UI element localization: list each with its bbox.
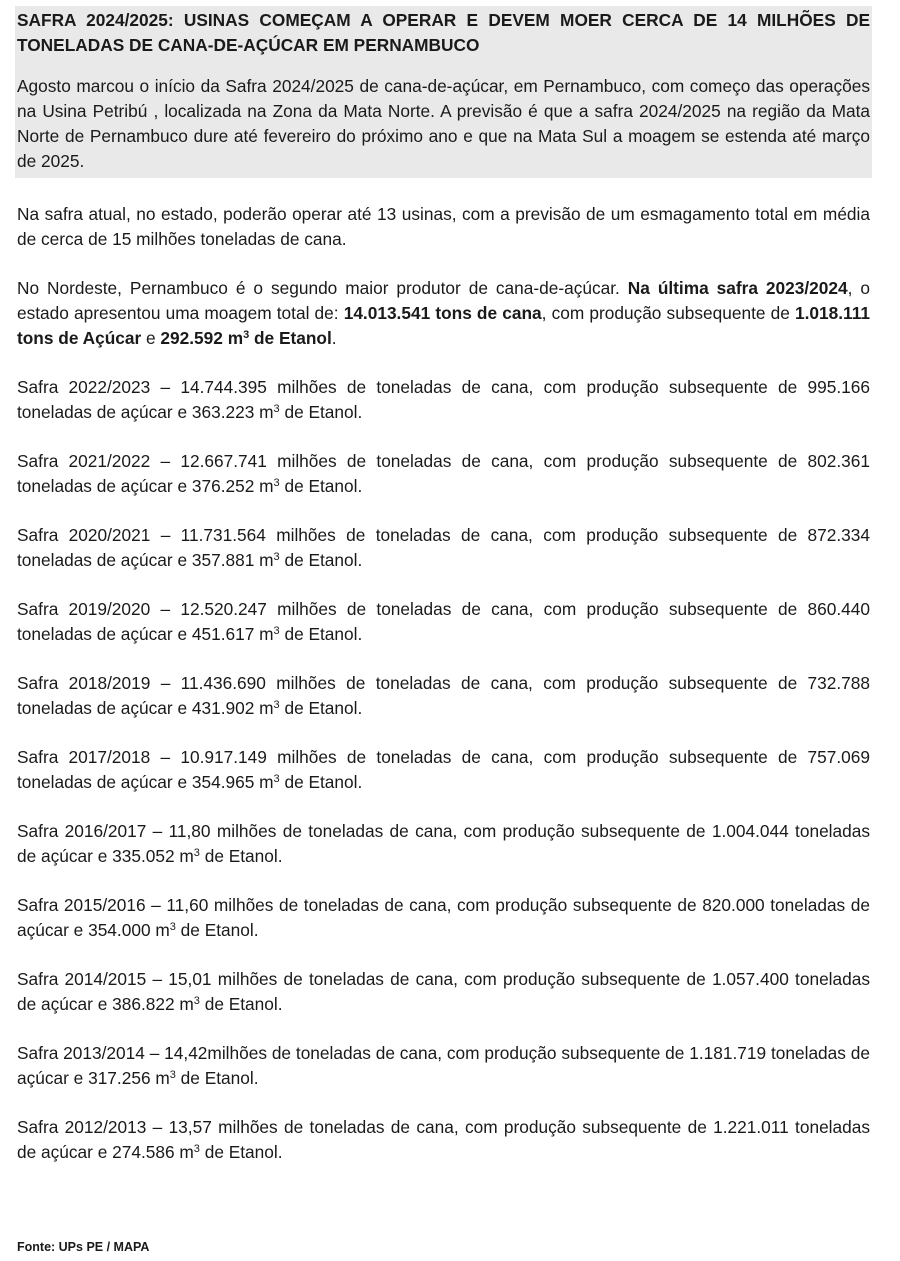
harvest-entry-tail: de Etanol. [279, 624, 363, 644]
harvest-entry-tail: de Etanol. [279, 698, 363, 718]
cubic-superscript: 3 [193, 1143, 200, 1155]
ethanol-value-number: 292.592 m [160, 328, 244, 348]
source-note: Fonte: UPs PE / MAPA [17, 1240, 150, 1254]
paragraph-mid-text-2: , com produção subsequente de [541, 303, 796, 323]
cubic-superscript: 3 [243, 329, 250, 341]
harvest-entry-text: Safra 2013/2014 – 14,42milhões de toneladas de cana, com produção subsequente de 1.181.719 toneladas de açúcar e 317.256 m [17, 1043, 870, 1088]
harvest-entry [17, 375, 870, 425]
harvest-entry-text: Safra 2020/2021 – 11.731.564 milhões de toneladas de cana, com produção subsequente de 872.334 toneladas de açúcar e 357.881 m [17, 525, 870, 570]
cubic-superscript: 3 [193, 995, 200, 1007]
paragraph-lead-text: No Nordeste, Pernambuco é o segundo maior produtor de cana-de-açúcar. [17, 278, 628, 298]
harvest-entry [17, 671, 870, 721]
harvest-entry-text: Safra 2012/2013 – 13,57 milhões de toneladas de cana, com produção subsequente de 1.221.011 toneladas de açúcar e 274.586 m [17, 1117, 870, 1162]
harvest-entry-text: Safra 2021/2022 – 12.667.741 milhões de toneladas de cana, com produção subsequente de 802.361 toneladas de açúcar e 376.252 m [17, 451, 870, 496]
harvest-entry [17, 597, 870, 647]
cubic-superscript: 3 [169, 1069, 176, 1081]
cubic-superscript: 3 [273, 477, 280, 489]
document-page [17, 6, 870, 1165]
harvest-entry-tail: de Etanol. [199, 1142, 283, 1162]
harvest-entry [17, 745, 870, 795]
paragraph-last-harvest [17, 276, 870, 351]
harvest-entry-text: Safra 2015/2016 – 11,60 milhões de toneladas de cana, com produção subsequente de 820.000 toneladas de açúcar e 354.000 m [17, 895, 870, 940]
cubic-superscript: 3 [273, 551, 280, 563]
sugar-total-value: 1.018.111 tons de Açúcar [17, 303, 870, 348]
harvest-entry-tail: de Etanol. [175, 920, 259, 940]
highlighted-header-block [15, 6, 872, 178]
harvest-entry-tail: de Etanol. [279, 476, 363, 496]
cane-total-value: 14.013.541 tons de cana [343, 303, 542, 323]
cubic-superscript: 3 [273, 699, 280, 711]
harvest-history-list [17, 375, 870, 1165]
harvest-entry-tail: de Etanol. [279, 402, 363, 422]
harvest-entry-text: Safra 2019/2020 – 12.520.247 milhões de toneladas de cana, com produção subsequente de 860.440 toneladas de açúcar e 451.617 m [17, 599, 870, 644]
harvest-entry-text: Safra 2016/2017 – 11,80 milhões de toneladas de cana, com produção subsequente de 1.004.044 toneladas de açúcar e 335.052 m [17, 821, 870, 866]
harvest-entry-tail: de Etanol. [175, 1068, 259, 1088]
harvest-entry-text: Safra 2018/2019 – 11.436.690 milhões de toneladas de cana, com produção subsequente de 732.788 toneladas de açúcar e 431.902 m [17, 673, 870, 718]
harvest-entry-tail: de Etanol. [199, 994, 283, 1014]
harvest-entry [17, 449, 870, 499]
harvest-entry [17, 1115, 870, 1165]
paragraph-mid-text-3: e [141, 328, 161, 348]
harvest-entry-tail: de Etanol. [199, 846, 283, 866]
document-title: SAFRA 2024/2025: USINAS COMEÇAM A OPERAR E DEVEM MOER CERCA DE 14 MILHÕES DE TONELADAS DE CANA-DE-AÇÚCAR EM PERNAMBUCO [17, 10, 870, 55]
cubic-superscript: 3 [273, 773, 280, 785]
harvest-entry-text: Safra 2022/2023 – 14.744.395 milhões de toneladas de cana, com produção subsequente de 995.166 toneladas de açúcar e 363.223 m [17, 377, 870, 422]
paragraph-current-harvest: Na safra atual, no estado, poderão operar até 13 usinas, com a previsão de um esmagamento total em média de cerca de 15 milhões toneladas de cana. [17, 204, 870, 249]
paragraph-mid-text-1: , o estado apresentou uma moagem total de: [17, 278, 870, 323]
cubic-superscript: 3 [193, 847, 200, 859]
cubic-superscript: 3 [273, 625, 280, 637]
harvest-entry-text: Safra 2014/2015 – 15,01 milhões de toneladas de cana, com produção subsequente de 1.057.400 toneladas de açúcar e 386.822 m [17, 969, 870, 1014]
ethanol-total-value [160, 328, 331, 348]
ethanol-value-unit: de Etanol [249, 328, 332, 348]
paragraph-end-text: . [331, 328, 337, 348]
harvest-entry [17, 819, 870, 869]
last-harvest-label: Na última safra 2023/2024 [627, 278, 848, 298]
harvest-entry-text: Safra 2017/2018 – 10.917.149 milhões de toneladas de cana, com produção subsequente de 757.069 toneladas de açúcar e 354.965 m [17, 747, 870, 792]
cubic-superscript: 3 [273, 403, 280, 415]
harvest-entry [17, 523, 870, 573]
harvest-entry [17, 967, 870, 1017]
harvest-entry-tail: de Etanol. [279, 772, 363, 792]
cubic-superscript: 3 [169, 921, 176, 933]
harvest-entry [17, 893, 870, 943]
harvest-entry-tail: de Etanol. [279, 550, 363, 570]
intro-paragraph: Agosto marcou o início da Safra 2024/2025 de cana-de-açúcar, em Pernambuco, com começo das operações na Usina Petribú , localizada na Zona da Mata Norte. A previsão é que a safra 2024/2025 na região da Mata Norte de Pernambuco dure até fevereiro do próximo ano e que na Mata Sul a moagem se estenda até março de 2025. [17, 76, 870, 171]
harvest-entry [17, 1041, 870, 1091]
